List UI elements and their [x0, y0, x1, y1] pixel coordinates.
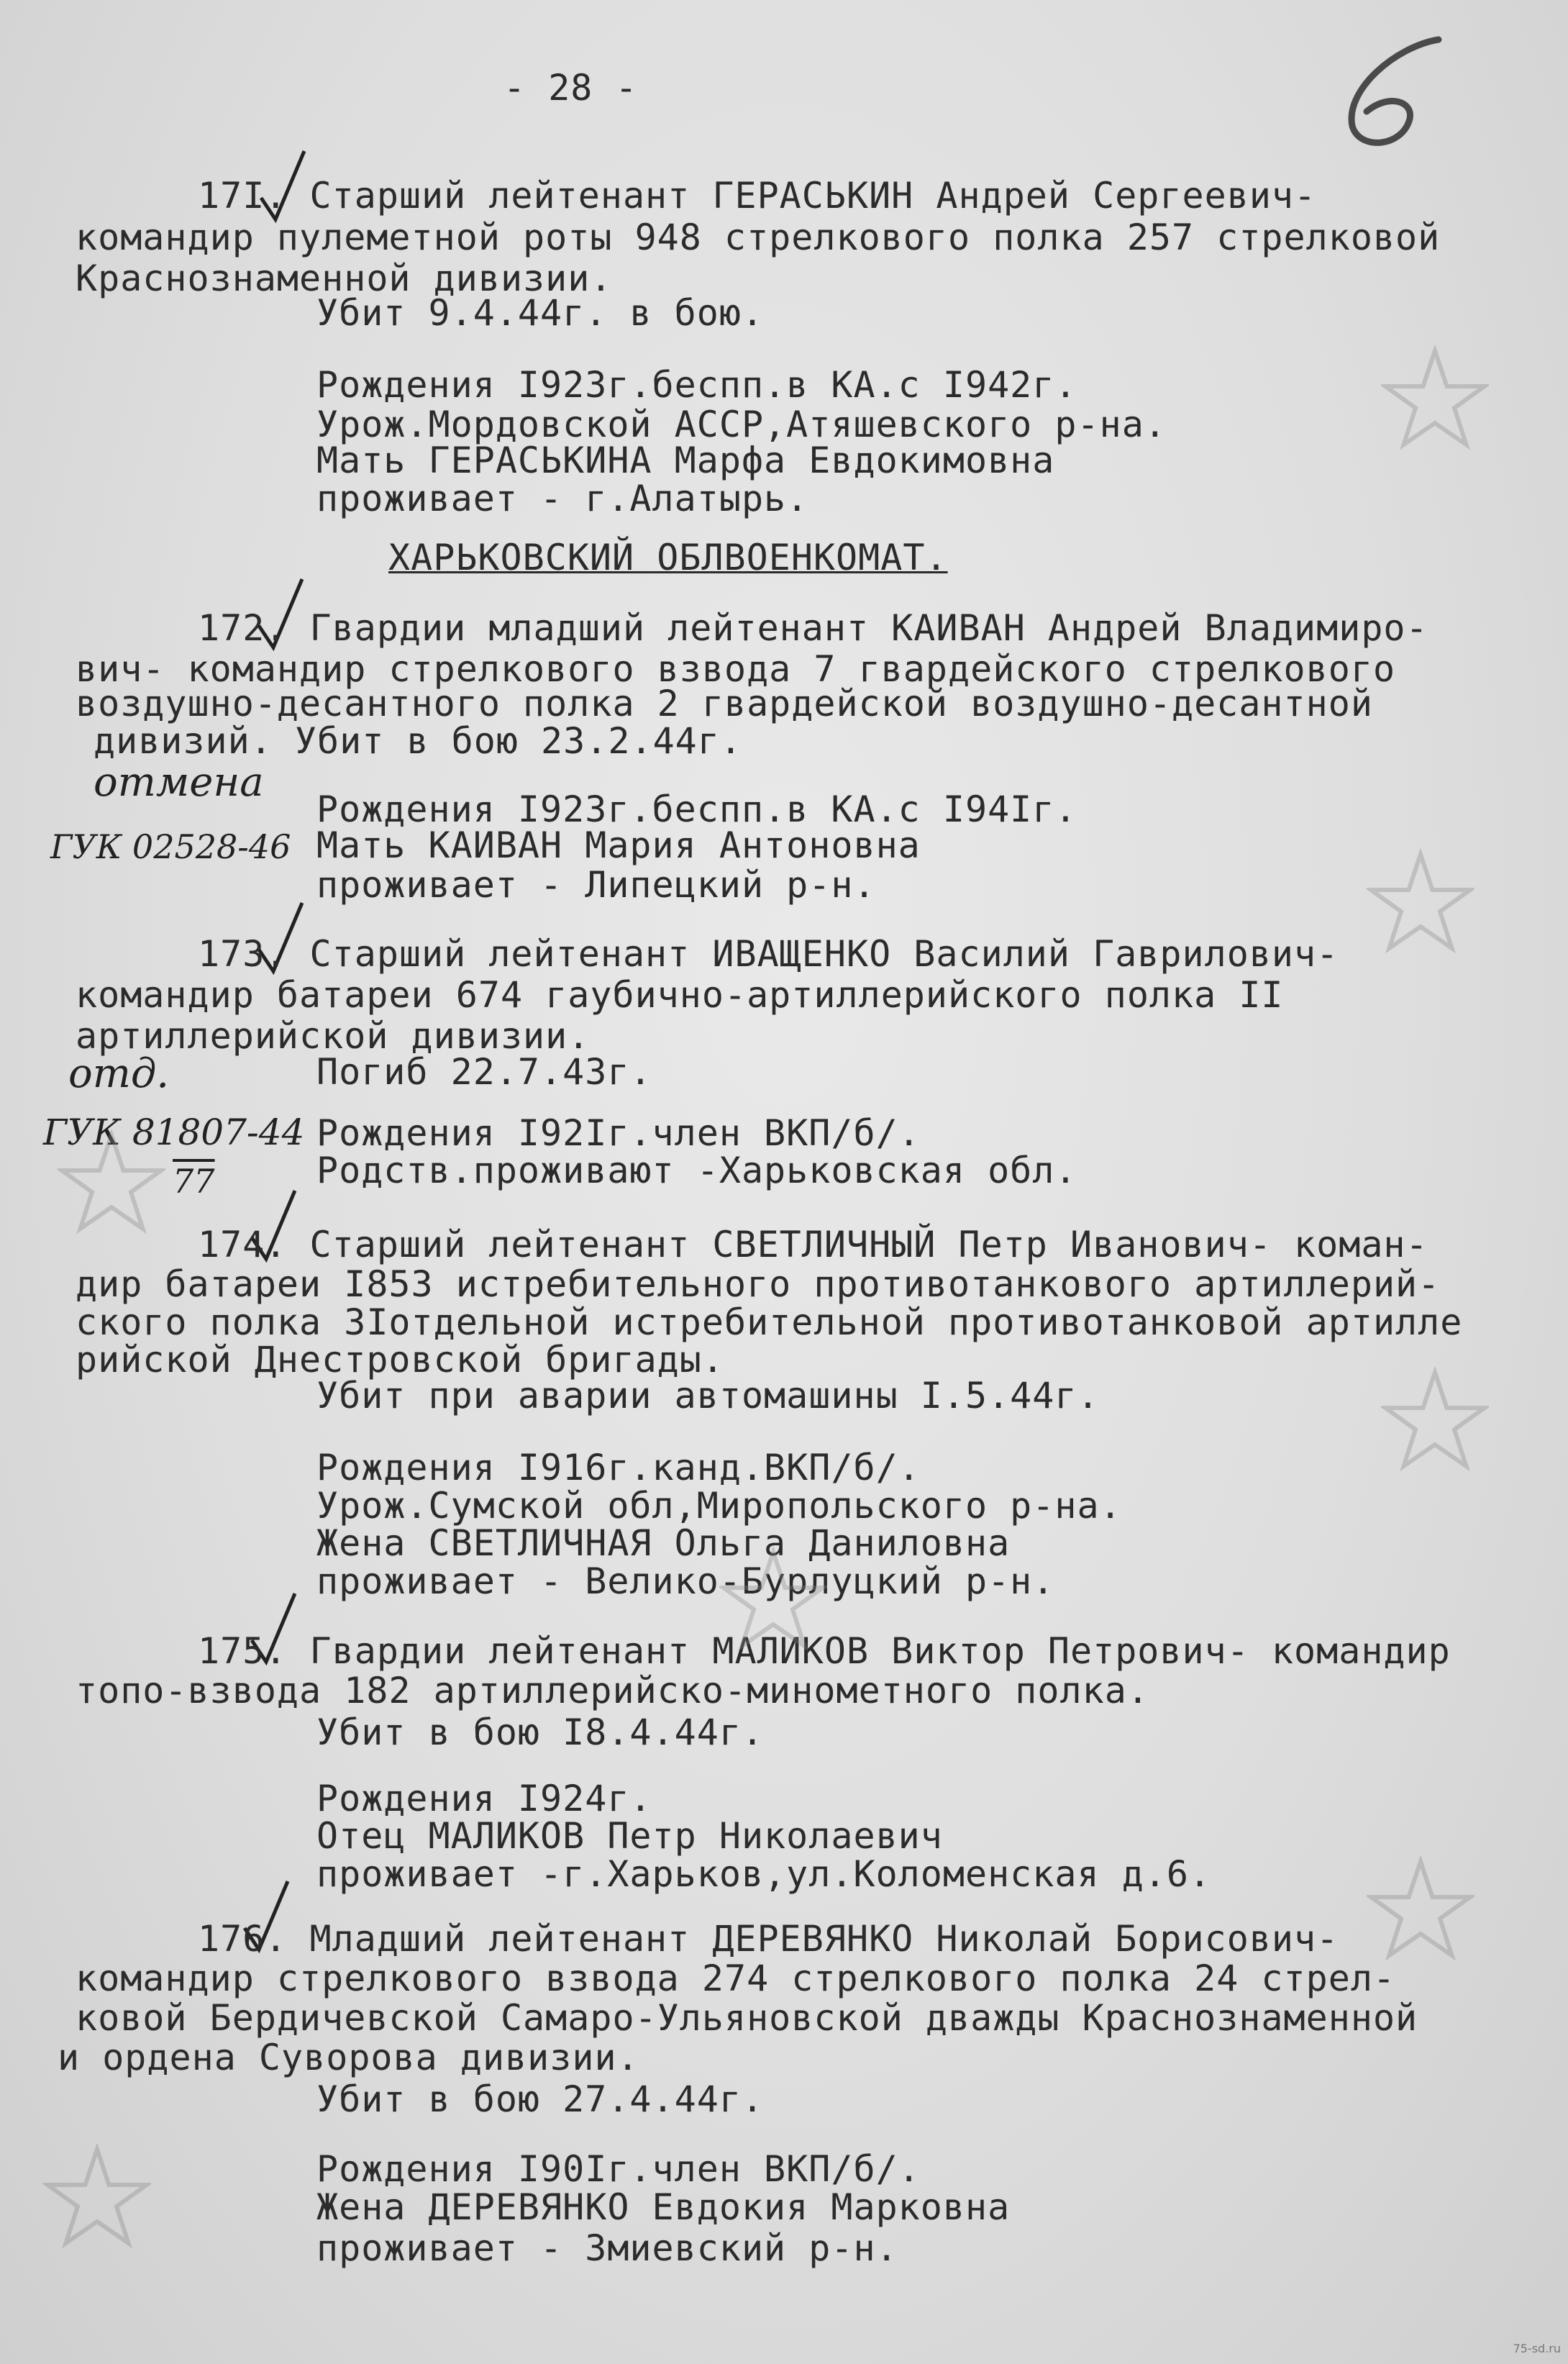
page-number: - 28 -	[503, 67, 638, 109]
entry-172-line-5: Рождения I923г.беспп.в КА.с I94Iг.	[316, 788, 1077, 830]
entry-171-line-5: Рождения I923г.беспп.в КА.с I942г.	[316, 364, 1077, 406]
handwritten-note-guk: ГУК 02528-46	[50, 827, 291, 866]
entry-174-line-5: Убит при аварии автомашины I.5.44г.	[316, 1375, 1100, 1417]
entry-171-line-1: 17I. Старший лейтенант ГЕРАСЬКИН Андрей Сергеевич-	[198, 175, 1317, 217]
entry-172-line-7: проживает - Липецкий р-н.	[316, 864, 876, 906]
entry-171-line-8: проживает - г.Алатырь.	[316, 478, 809, 519]
entry-172-line-4: дивизий. Убит в бою 23.2.44г.	[94, 720, 742, 762]
entry-175-line-6: проживает -г.Харьков,ул.Коломенская д.6.	[316, 1853, 1212, 1895]
watermark-star-icon	[43, 2144, 151, 2252]
entry-172-line-6: Мать КАИВАН Мария Антоновна	[316, 824, 921, 866]
handwritten-note-otd: отд.	[68, 1050, 170, 1097]
entry-176-line-7: Жена ДЕРЕВЯНКО Евдокия Марковна	[316, 2186, 1011, 2228]
section-heading: ХАРЬКОВСКИЙ ОБЛВОЕНКОМАТ.	[388, 537, 948, 578]
entry-172-line-3: воздушно-десантного полка 2 гвардейской воздушно-десантной	[76, 683, 1373, 724]
handwritten-note-number: 77	[173, 1162, 215, 1201]
handwritten-note-guk: ГУК 81807-44	[43, 1111, 305, 1153]
entry-174-line-8: Жена СВЕТЛИЧНАЯ Ольга Даниловна	[316, 1522, 1011, 1564]
entry-174-line-1: 174. Старший лейтенант СВЕТЛИЧНЫЙ Петр Иванович- коман-	[198, 1224, 1428, 1265]
entry-171-line-7: Мать ГЕРАСЬКИНА Марфа Евдокимовна	[316, 440, 1055, 481]
entry-173-line-4: Погиб 22.7.43г.	[316, 1051, 652, 1093]
entry-172-line-2: вич- командир стрелкового взвода 7 гвардейского стрелкового	[76, 648, 1396, 690]
entry-175-line-1: 175. Гвардии лейтенант МАЛИКОВ Виктор Петрович- командир	[198, 1630, 1451, 1672]
watermark-star-icon	[1381, 1367, 1489, 1475]
entry-174-line-7: Урож.Сумской обл,Миропольского р-на.	[316, 1485, 1122, 1527]
footer-mark: 75-sd.ru	[1513, 2342, 1561, 2355]
entry-176-line-6: Рождения I90Iг.член ВКП/б/.	[316, 2148, 921, 2190]
entry-176-line-1: 176. Младший лейтенант ДЕРЕВЯНКО Николай Борисович-	[198, 1918, 1339, 1960]
entry-176-line-8: проживает - Змиевский р-н.	[316, 2227, 898, 2269]
entry-175-line-2: топо-взвода 182 артиллерийско-минометного полка.	[76, 1670, 1149, 1711]
watermark-star-icon	[719, 1547, 827, 1655]
entry-174-line-9: проживает - Велико-Бурлуцкий р-н.	[316, 1560, 1055, 1602]
entry-174-line-3: ского полка 3Iотдельной истребительной противотанковой артилле	[76, 1301, 1463, 1343]
handwritten-page-mark	[1302, 25, 1467, 155]
watermark-star-icon	[1367, 849, 1474, 957]
entry-176-line-5: Убит в бою 27.4.44г.	[316, 2078, 765, 2120]
entry-171-line-2: командир пулеметной роты 948 стрелкового полка 257 стрелковой	[76, 217, 1441, 258]
entry-176-line-4: и ордена Суворова дивизии.	[58, 2037, 639, 2078]
entry-171-line-4: Убит 9.4.44г. в бою.	[316, 292, 765, 334]
entry-175-line-4: Рождения I924г.	[316, 1778, 652, 1819]
entry-174-line-6: Рождения I916г.канд.ВКП/б/.	[316, 1447, 921, 1488]
entry-172-line-1: 172. Гвардии младший лейтенант КАИВАН Андрей Владимиро-	[198, 607, 1428, 649]
entry-175-line-3: Убит в бою I8.4.44г.	[316, 1711, 765, 1753]
entry-173-line-3: артиллерийской дивизии.	[76, 1015, 591, 1057]
entry-171-line-6: Урож.Мордовской АССР,Атяшевского р-на.	[316, 404, 1167, 445]
entry-173-line-5: Рождения I92Iг.член ВКП/б/.	[316, 1112, 921, 1154]
entry-174-line-2: дир батареи I853 истребительного противотанкового артиллерий-	[76, 1263, 1441, 1305]
watermark-star-icon	[1367, 1856, 1474, 1964]
entry-173-line-1: 173. Старший лейтенант ИВАЩЕНКО Василий Гаврилович-	[198, 933, 1339, 975]
entry-176-line-3: ковой Бердичевской Самаро-Ульяновской дважды Краснознаменной	[76, 1997, 1418, 2039]
entry-173-line-6: Родств.проживают -Харьковская обл.	[316, 1150, 1077, 1191]
entry-175-line-5: Отец МАЛИКОВ Петр Николаевич	[316, 1815, 943, 1857]
entry-176-line-2: командир стрелкового взвода 274 стрелкового полка 24 стрел-	[76, 1958, 1396, 1999]
entry-174-line-4: рийской Днестровской бригады.	[76, 1339, 724, 1381]
entry-173-line-2: командир батареи 674 гаубично-артиллерийского полка II	[76, 974, 1284, 1016]
handwritten-note-cancel: отмена	[94, 759, 264, 806]
watermark-star-icon	[58, 1129, 165, 1237]
watermark-star-icon	[1381, 345, 1489, 453]
entry-171-line-3: Краснознаменной дивизии.	[76, 258, 613, 299]
